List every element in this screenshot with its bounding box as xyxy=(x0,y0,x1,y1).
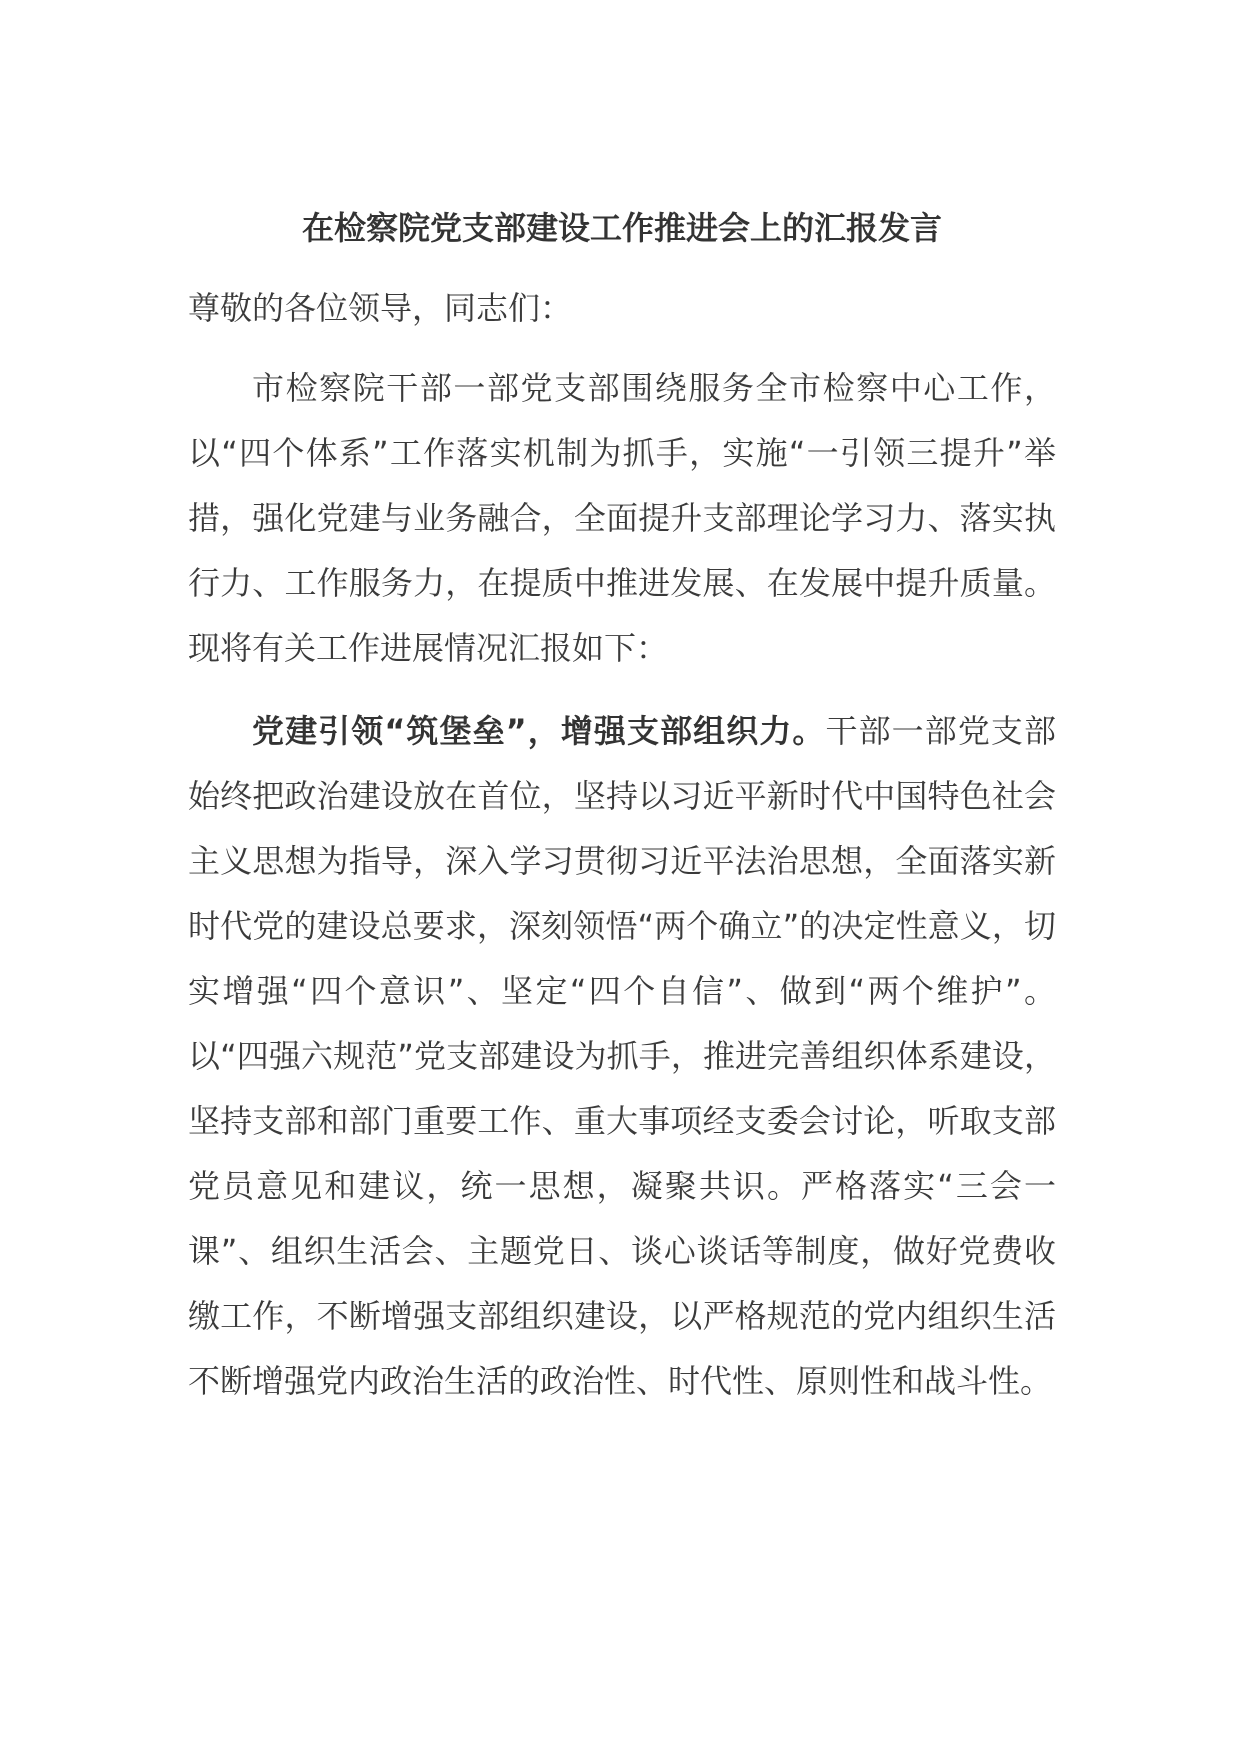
paragraph-party-building xyxy=(188,699,1056,1414)
paragraph-intro xyxy=(188,356,1056,681)
document-body xyxy=(188,200,1056,1432)
salutation: 尊敬的各位领导，同志们： xyxy=(188,289,573,327)
document-title: 在检察院党支部建设工作推进会上的汇报发言 xyxy=(301,209,942,247)
paragraph-text: 干部一部党支部始终把政治建设放在首位，坚持以习近平新时代中国特色社会主义思想为指导，深入学习贯彻习近平法治思想，全面落实新时代党的建设总要求，深刻领悟“两个确立”的决定性意义，切实增强“四个意识”、坚定“四个自信”、做到“两个维护”。以“四强六规范”党支部建设为抓手，推进完善组织体系建设，坚持支部和部门重要工作、重大事项经支委会讨论，听取支部党员意见和建议，统一思想，凝聚共识。严格落实“三会一课”、组织生活会、主题党日、谈心谈话等制度，做好党费收缴工作，不断增强支部组织建设，以严格规范的党内组织生活不断增强党内政治生活的政治性、时代性、原则性和战斗性。 xyxy=(188,712,1056,1400)
paragraph-heading: 党建引领“筑堡垒”，增强支部组织力。 xyxy=(252,712,826,750)
paragraph-text: 市检察院干部一部党支部围绕服务全市检察中心工作，以“四个体系”工作落实机制为抓手，实施“一引领三提升”举措，强化党建与业务融合，全面提升支部理论学习力、落实执行力、工作服务力，在提质中推进发展、在发展中提升质量。现将有关工作进展情况汇报如下： xyxy=(188,369,1056,667)
